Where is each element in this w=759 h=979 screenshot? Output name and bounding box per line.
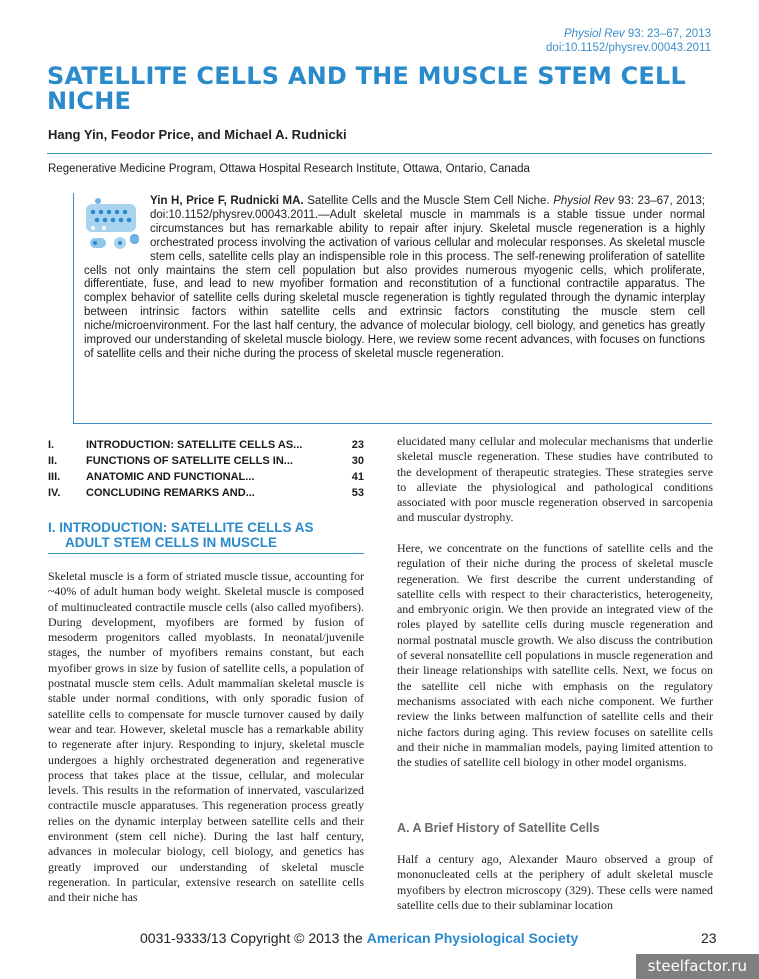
title-divider (47, 153, 712, 154)
paragraph: Here, we concentrate on the functions of satellite cells and the regulation of their niche during the process of skeletal muscle regeneration. We first describe the current understanding of satellite cells with respect to their characteristics, heterogeneity, and embryonic origin. We then provide an integrated view of the roles played by satellite cells during muscle regeneration and normal postnatal muscle growth. We also discuss the contribution of several nonsatellite cell populations in muscle regeneration and their lineage relationships with satellite cells. Next, we focus on the satellite cell niche with emphasis on the regulatory mechanisms associated with each niche component. We further review the links between malfunction of satellite cells and their niche factors during aging. This review focuses on satellite cells and their niche in mammalian models, paying limited attention to the studies of satellite cell biology in other model organisms. (397, 541, 713, 770)
abstract-text (84, 195, 705, 362)
toc-title: INTRODUCTION: SATELLITE CELLS AS... (86, 439, 303, 451)
society-name: American Physiological Society (366, 930, 579, 946)
copyright-text: 0031-9333/13 Copyright © 2013 the (140, 930, 367, 946)
subsection-heading: A. A Brief History of Satellite Cells (397, 821, 600, 835)
journal-volume: 93: 23–67, 2013 (624, 28, 711, 40)
affiliation: Regenerative Medicine Program, Ottawa Hospital Research Institute, Ottawa, Ontario, Canada (48, 163, 530, 175)
section-heading-line1: I. INTRODUCTION: SATELLITE CELLS AS (48, 520, 314, 535)
body-column-left (48, 569, 364, 906)
abstract-cite-rest: 93: 23–67, 2013; doi:10.1152/physrev.00043.2011.— (150, 195, 706, 221)
table-of-contents (48, 437, 364, 501)
copyright-footer (140, 930, 578, 946)
toc-page: 41 (351, 471, 364, 483)
toc-entry[interactable] (48, 453, 364, 469)
abstract-cite-title: Satellite Cells and the Muscle Stem Cell Niche. (303, 195, 554, 207)
toc-number: I. (48, 439, 55, 451)
watermark: steelfactor.ru (636, 954, 759, 979)
toc-number: IV. (48, 487, 61, 499)
section-heading (48, 520, 364, 550)
toc-entry[interactable] (48, 469, 364, 485)
toc-page: 30 (351, 455, 364, 467)
page-number: 23 (701, 930, 717, 946)
body-column-right-bottom (397, 852, 713, 913)
toc-entry[interactable] (48, 437, 364, 453)
paragraph: Half a century ago, Alexander Mauro observed a group of mononucleated cells at the periphery of adult skeletal muscle myofibers by electron microscopy (329). These cells were named satellite cells due to their sublaminar location (397, 852, 713, 912)
body-column-right-top (397, 434, 713, 526)
journal-reference (546, 27, 711, 55)
paragraph: Skeletal muscle is a form of striated muscle tissue, accounting for ~40% of adult human body weight. Skeletal muscle is composed of multinucleated contractile muscle cells (also called myofibers). During development, myofibers are formed by fusion of mesoderm progenitors called myoblasts. In neonatal/juvenile stages, the number of myofibers remains constant, but each myofiber grows in size by fusion of satellite cells, a population of postnatal muscle stem cells. Adult mammalian skeletal muscle is stable under normal conditions, with only sporadic fusion of satellite cells to compensate for muscle turnover caused by daily wear and tear. However, skeletal muscle has a remarkable ability to regenerate after injury. Responding to injury, skeletal muscle undergoes a highly orchestrated degeneration and regenerative process that takes place at the tissue, cellular, and molecular levels. This results in the reformation of innervated, vascularized contractile muscle apparatuses. This regeneration process greatly relies on the dynamic interplay between satellite cells and their environment (stem cell niche). During the last half century, advances in molecular biology, cell biology, and genetics has greatly improved our understanding of skeletal muscle regeneration. In particular, extensive research on satellite cells and their niche has (48, 569, 364, 905)
journal-doi: doi:10.1152/physrev.00043.2011 (546, 42, 711, 54)
toc-entry[interactable] (48, 485, 364, 501)
journal-name: Physiol Rev (563, 28, 625, 40)
authors: Hang Yin, Feodor Price, and Michael A. Rudnicki (48, 127, 347, 142)
section-heading-line2: ADULT STEM CELLS IN MUSCLE (65, 535, 277, 550)
toc-title: CONCLUDING REMARKS AND... (86, 487, 255, 499)
body-column-right-middle (397, 541, 713, 770)
abstract-body: Adult skeletal muscle in mammals is a stable tissue under normal circumstances but has remarkable ability to repair after injury. Skeletal muscle regeneration is a highly orchestrated process involving the activation of various cellular and molecular responses. As skeletal muscle stem cells, satellite cells play an indispensible role in this process. The self-renewing proliferation of satellite cells not only maintains the stem cell population but also provides numerous myogenic cells, which proliferate, differentiate, fuse, and lead to new myofiber formation and reconstitution of a functional contractile apparatus. The complex behavior of satellite cells during skeletal muscle regeneration is tightly regulated through the dynamic interplay between intrinsic factors within satellite cells and extrinsic factors constituting the muscle stem cell niche/microenvironment. For the last half century, the advance of molecular biology, cell biology, and genetics has greatly improved our understanding of skeletal muscle biology. Here, we review some recent advances, with focuses on functions of satellite cells and their niche during the process of skeletal muscle regeneration. (84, 208, 705, 360)
toc-number: II. (48, 455, 58, 467)
toc-page: 53 (351, 487, 364, 499)
abstract-cite-authors: Yin H, Price F, Rudnicki MA. (150, 195, 304, 207)
toc-page: 23 (351, 439, 364, 451)
paragraph: elucidated many cellular and molecular mechanisms that underlie skeletal muscle regeneration. These studies have contributed to the development of therapeutic strategies. These strategies serve to alleviate the physiological and pathological conditions associated with poor muscle regeneration observed in sarcopenia and muscular dystrophy. (397, 434, 713, 525)
article-title: SATELLITE CELLS AND THE MUSCLE STEM CELL NICHE (47, 62, 686, 115)
toc-number: III. (48, 471, 61, 483)
abstract-icon-space (84, 195, 150, 259)
toc-title: FUNCTIONS OF SATELLITE CELLS IN... (86, 455, 293, 467)
abstract-cite-journal: Physiol Rev (553, 195, 615, 207)
section-divider (48, 553, 364, 554)
toc-title: ANATOMIC AND FUNCTIONAL... (86, 471, 255, 483)
